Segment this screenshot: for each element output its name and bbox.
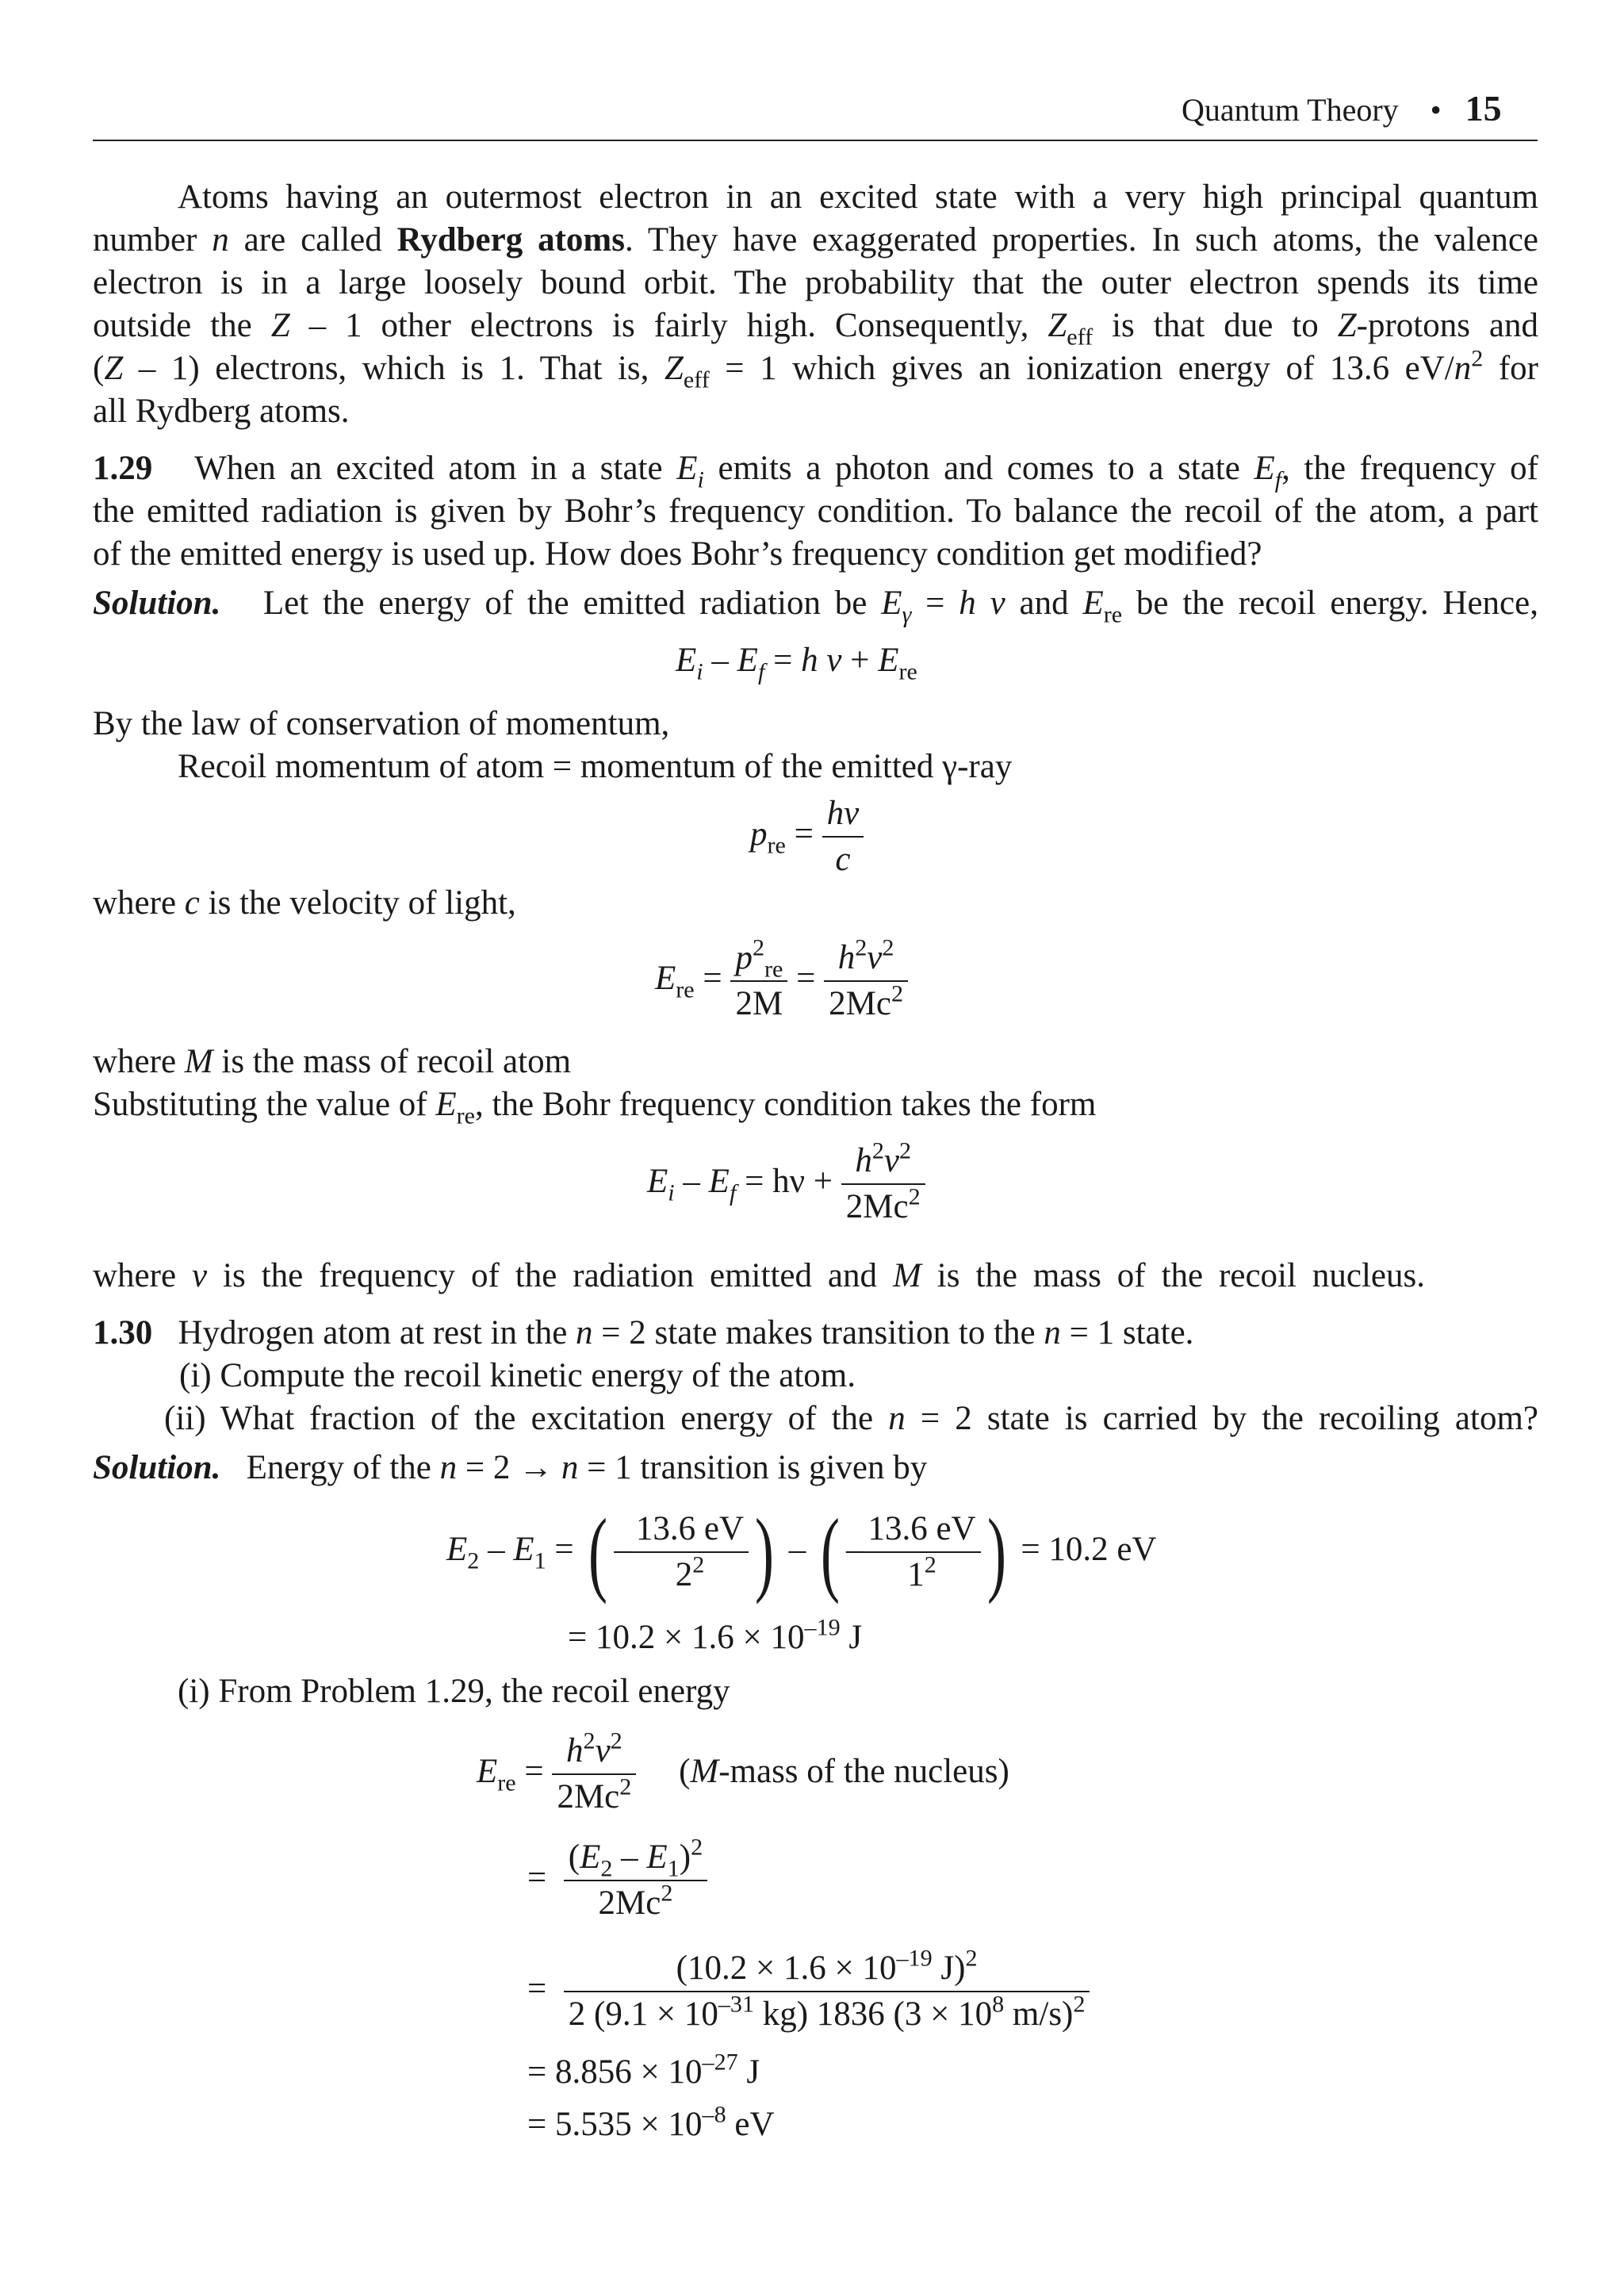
running-header	[1182, 87, 1502, 129]
equation-recoil-energy-numeric: = $\frac{(10.2 \times 1.6 \times 10^{-19} J)^2}{2 (9.1 \times 10^{-31} kg) 1836 (3 \times 10^8 m/s)^2}$	[527, 1946, 1090, 2037]
para1-line2: number n are called Rydberg atoms. They have exaggerated properties. In such atoms, the valence	[93, 221, 1538, 259]
equation-modified-bohr: $E_i - E_f = h\nu$ + $\frac{h^2\nu^2}{2Mc^2}$	[647, 1139, 925, 1229]
equation-result-ev: = $5.535 \times 10^{-8}$ eV	[527, 2100, 775, 2143]
problem-1-29-line3: of the emitted energy is used up. How does Bohr’s frequency condition get modified?	[93, 535, 1262, 573]
problem-1-29-line1: 1.29 When an excited atom in a state $E_i$ emits a photon and comes to a state $E_f$, the frequency of	[93, 450, 1538, 493]
mass-of-recoil-atom-line: where M is the mass of recoil atom	[93, 1043, 572, 1080]
solution-1-30-line: Solution. Energy of the n = 2 → n = 1 transition is given by	[93, 1449, 928, 1486]
solution-label: Solution.	[93, 585, 221, 622]
problem-number: 1.29	[93, 450, 153, 487]
law-line: By the law of conservation of momentum,	[93, 705, 670, 742]
para1-line3: electron is in a large loosely bound orbit. The probability that the outer electron spends its time	[93, 264, 1538, 301]
equation-energy-balance: $E_i - E_f = h$ $\nu + E_{re}$	[676, 642, 917, 685]
frequency-explanation-line: where ν is the frequency of the radiation emitted and M is the mass of the recoil nucleus.	[93, 1257, 1425, 1294]
equation-recoil-energy-substituted: = $\frac{(E_2 - E_1)^2}{2Mc^2}$	[527, 1835, 707, 1926]
para1-line1: Atoms having an outermost electron in an excited state with a very high principal quantum	[178, 178, 1538, 216]
problem-1-30-part-i: (i) Compute the recoil kinetic energy of the atom.	[179, 1357, 856, 1394]
recoil-momentum-line: Recoil momentum of atom = momentum of the emitted γ-ray	[178, 748, 1013, 785]
equation-recoil-energy-formula: $E_{re}$ = $\frac{h^2\nu^2}{2Mc^2}$ (M-mass of the nucleus)	[477, 1727, 1009, 1815]
equation-recoil-momentum: $p_{re}$ = $\frac{h\nu}{c}$	[750, 792, 864, 882]
solution-1-29-line: Solution. Let the energy of the emitted radiation be $E_\gamma = h$ ν and $E_{re}$ be the recoil energy. Hence,	[93, 585, 1538, 628]
equation-joules: = $10.2 \times 1.6 \times 10^{-19}$ J	[568, 1613, 863, 1656]
solution-label: Solution.	[93, 1449, 221, 1486]
equation-recoil-energy: $E_{re}$ = $\frac{p^2_{re}}{2M}$ = $\frac{h^2\nu^2}{2Mc^2}$	[655, 936, 908, 1026]
header-rule	[93, 140, 1538, 141]
rydberg-atoms-term: Rydberg atoms	[396, 221, 625, 259]
substituting-line: Substituting the value of $E_{re}$, the Bohr frequency condition takes the form	[93, 1086, 1097, 1129]
problem-number: 1.30	[93, 1314, 153, 1351]
header-bullet: •	[1430, 92, 1442, 128]
problem-1-30-part-ii: (ii) What fraction of the excitation energy of the n = 2 state is carried by the recoiling atom?	[164, 1400, 1538, 1437]
equation-result-joules: = $8.856 \times 10^{-27}$ J	[527, 2048, 760, 2091]
problem-1-29-line2: the emitted radiation is given by Bohr’s frequency condition. To balance the recoil of the atom, a part	[93, 493, 1538, 530]
page-number: 15	[1465, 88, 1502, 128]
para1-line5: (Z – 1) electrons, which is 1. That is, $Z_{eff} = 1$ which gives an ionization energy of 13.6 $eV/n^2$ for	[93, 344, 1539, 393]
para1-line6: all Rydberg atoms.	[93, 393, 350, 430]
equation-transition-energy: $E_2 - E_1$ = ( – $\frac{13.6 eV}{2^2}$ ) – ( – $\frac{13.6 eV}{1^2}$ ) = 10.2 eV	[446, 1499, 1157, 1604]
problem-1-30-line1: 1.30 Hydrogen atom at rest in the n = 2 state makes transition to the n = 1 state.	[93, 1314, 1194, 1351]
header-title: Quantum Theory	[1182, 92, 1399, 128]
velocity-of-light-line: where c is the velocity of light,	[93, 884, 516, 922]
para1-line4: outside the Z – 1 other electrons is fairly high. Consequently, $Z_{eff}$ is that due to Z-protons and	[93, 307, 1539, 351]
from-problem-line: (i) From Problem 1.29, the recoil energy	[178, 1673, 730, 1710]
